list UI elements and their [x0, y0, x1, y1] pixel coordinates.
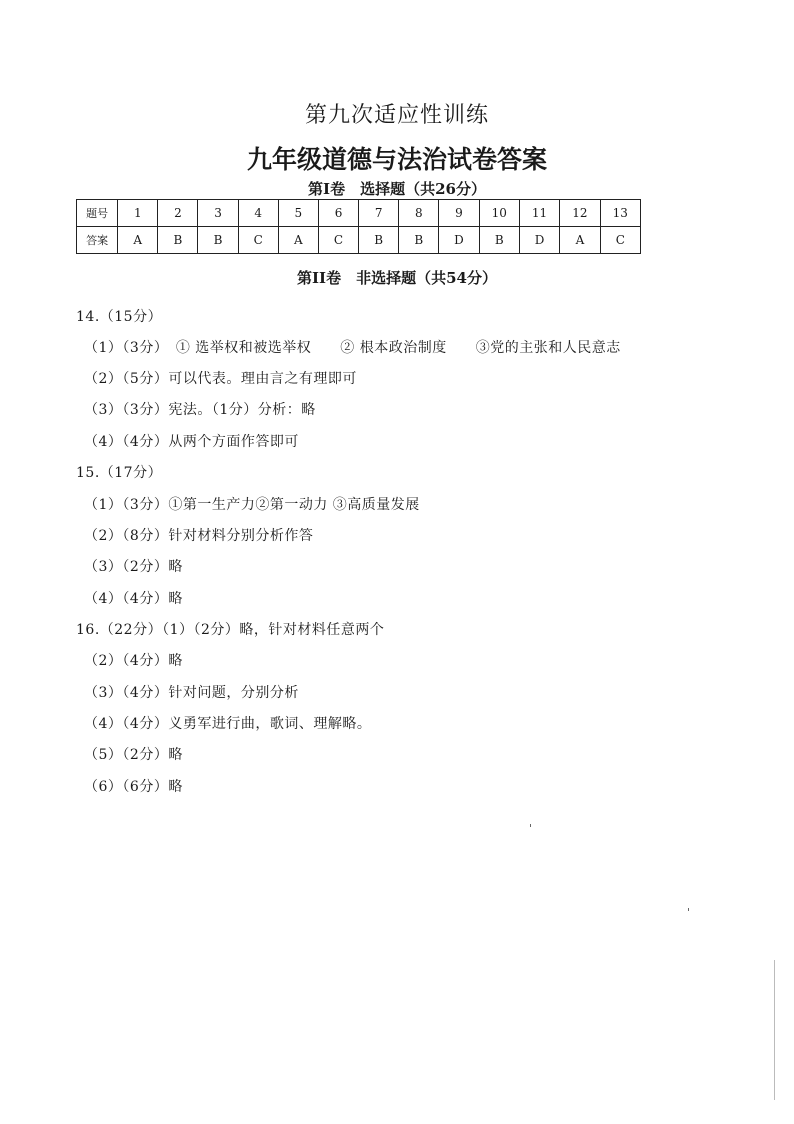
- question-number-cell: 4: [238, 200, 278, 227]
- row-label-numbers: 题号: [77, 200, 118, 227]
- answer-cell: B: [158, 227, 198, 254]
- page-subtitle: 九年级道德与法治试卷答案: [246, 145, 547, 174]
- sub-answer-line: （3）（2分）略: [84, 559, 183, 575]
- sub-answer-line: （1）（3分）①第一生产力②第一动力 ③高质量发展: [84, 497, 420, 513]
- sub-answer-line: （3）（3分）宪法。（1分）分析：略: [84, 402, 316, 418]
- sub-answer-line: （4）（4分）义勇军进行曲，歌词、理解略。: [84, 716, 372, 732]
- page-title: 第九次适应性训练: [304, 103, 489, 128]
- sub-answer-line: （6）（6分）略: [84, 779, 183, 795]
- sub-answer-line: （5）（2分）略: [84, 747, 183, 763]
- sub-answer-line: （3）（4分）针对问题，分别分析: [84, 685, 299, 701]
- question-number-cell: 1: [118, 200, 158, 227]
- row-label-answers: 答案: [77, 227, 118, 254]
- scan-edge-line: [774, 960, 775, 1100]
- question-heading-16: 16.（22分）（1）（2分）略，针对材料任意两个: [76, 622, 385, 638]
- question-number-cell: 11: [519, 200, 559, 227]
- question-heading-14: 14.（15分）: [76, 309, 163, 325]
- answer-cell: D: [439, 227, 479, 254]
- scan-speck: [688, 908, 689, 911]
- answer-cell: B: [399, 227, 439, 254]
- sub-answer-line: （4）（4分）从两个方面作答即可: [84, 434, 299, 450]
- question-number-cell: 13: [600, 200, 640, 227]
- question-number-cell: 6: [318, 200, 358, 227]
- answer-cell: C: [238, 227, 278, 254]
- question-number-cell: 7: [359, 200, 399, 227]
- answer-cell: A: [118, 227, 158, 254]
- sub-answer-line: （2）（5分）可以代表。理由言之有理即可: [84, 371, 357, 387]
- question-number-cell: 2: [158, 200, 198, 227]
- question-number-cell: 3: [198, 200, 238, 227]
- sub-answer-line: （4）（4分）略: [84, 591, 183, 607]
- answer-cell: C: [600, 227, 640, 254]
- answer-cell: D: [519, 227, 559, 254]
- answer-cell: B: [479, 227, 519, 254]
- scan-speck: [530, 824, 531, 827]
- sub-answer-line: （2）（8分）针对材料分别分析作答: [84, 528, 314, 544]
- question-number-cell: 10: [479, 200, 519, 227]
- question-number-cell: 5: [278, 200, 318, 227]
- sub-answer-line: （2）（4分）略: [84, 653, 183, 669]
- answer-cell: A: [560, 227, 600, 254]
- question-heading-15: 15.（17分）: [76, 465, 163, 481]
- question-number-cell: 12: [560, 200, 600, 227]
- sub-answer-line: （1）（3分） ① 选举权和被选举权 ② 根本政治制度 ③党的主张和人民意志: [84, 340, 621, 356]
- answer-cell: A: [278, 227, 318, 254]
- answer-table: [76, 199, 641, 254]
- question-number-cell: 8: [399, 200, 439, 227]
- question-number-cell: 9: [439, 200, 479, 227]
- answer-cell: B: [198, 227, 238, 254]
- answer-cell: B: [359, 227, 399, 254]
- answer-table-number-row: [77, 200, 641, 227]
- answer-cell: C: [318, 227, 358, 254]
- section1-heading: 第I卷 选择题（共26分）: [308, 180, 486, 198]
- answer-table-answer-row: [77, 227, 641, 254]
- section2-heading: 第II卷 非选择题（共54分）: [297, 269, 497, 287]
